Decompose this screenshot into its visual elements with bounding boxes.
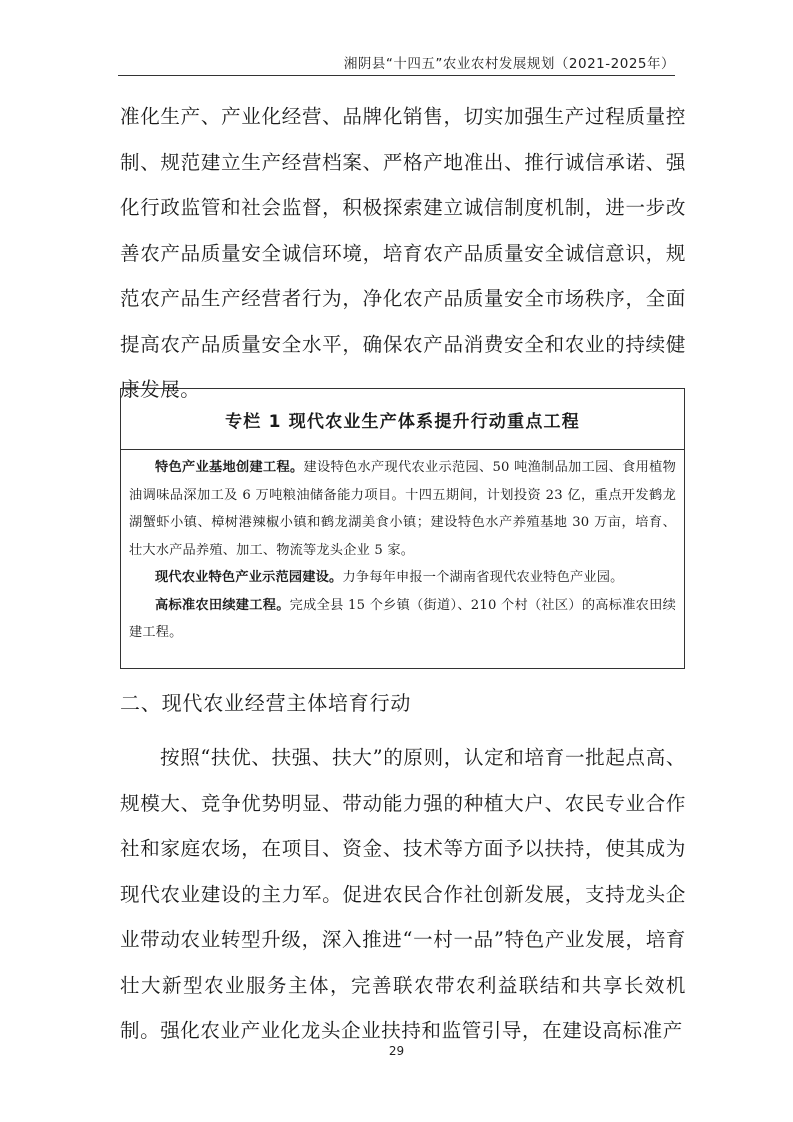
feature-box-title: 专栏 1 现代农业生产体系提升行动重点工程 <box>121 389 684 450</box>
feature-box-body <box>121 450 684 647</box>
feature-box-item-lead: 现代农业特色产业示范园建设。 <box>155 570 343 585</box>
feature-box-item-text: 完成全县 15 个乡镇（街道）、210 个村（社区）的高标准农田续建工程。 <box>129 597 677 640</box>
feature-box-item-2 <box>129 564 676 592</box>
body-paragraph-1: 准化生产、产业化经营、品牌化销售，切实加强生产过程质量控制、规范建立生产经营档案、严格产地准出、推行诚信承诺、强化行政监管和社会监督，积极探索建立诚信制度机制，进一步改善农产品质量安全诚信环境，培育农产品质量安全诚信意识，规范农产品生产经营者行为，净化农产品质量安全市场秩序，全面提高农产品质量安全水平，确保农产品消费安全和农业的持续健康发展。 <box>120 105 686 401</box>
page-number: 29 <box>388 1044 405 1058</box>
body-paragraph-2: 按照“扶优、扶强、扶大”的原则，认定和培育一批起点高、规模大、竞争优势明显、带动能力强的种植大户、农民专业合作社和家庭农场，在项目、资金、技术等方面予以扶持，使其成为现代农业建设的主力军。促进农民合作社创新发展，支持龙头企业带动农业转型升级，深入推进“一村一品”特色产业发展，培育壮大新型农业服务主体，完善联农带农利益联结和共享长效机制。强化农业产业化龙头企业扶持和监管引导，在建设高标准产 <box>120 746 686 1042</box>
feature-box-item-lead: 特色产业基地创建工程。 <box>155 460 304 475</box>
feature-box-item-lead: 高标准农田续建工程。 <box>155 597 290 613</box>
feature-box-item-text: 力争每年申报一个湖南省现代农业特色产业园。 <box>342 570 624 585</box>
feature-box-item-text: 建设特色水产现代农业示范园、50 吨渔制品加工园、食用植物油调味品深加工及 6 万吨粮油储备能力项目。十四五期间，计划投资 23 亿，重点开发鹤龙湖蟹虾小镇、樟树港辣椒小镇和鹤龙湖美食小镇；建设特色水产养殖基地 30 万亩，培育、壮大水产品养殖、加工、物流等龙头企业 5 家。 <box>129 460 676 558</box>
header-divider <box>118 75 675 76</box>
feature-box <box>120 388 685 669</box>
section-heading: 二、现代农业经营主体培育行动 <box>120 691 412 715</box>
feature-box-item-3 <box>129 592 676 647</box>
running-header: 湘阴县“十四五”农业农村发展规划（2021-2025年） <box>343 56 675 72</box>
feature-box-item-1 <box>129 454 676 564</box>
